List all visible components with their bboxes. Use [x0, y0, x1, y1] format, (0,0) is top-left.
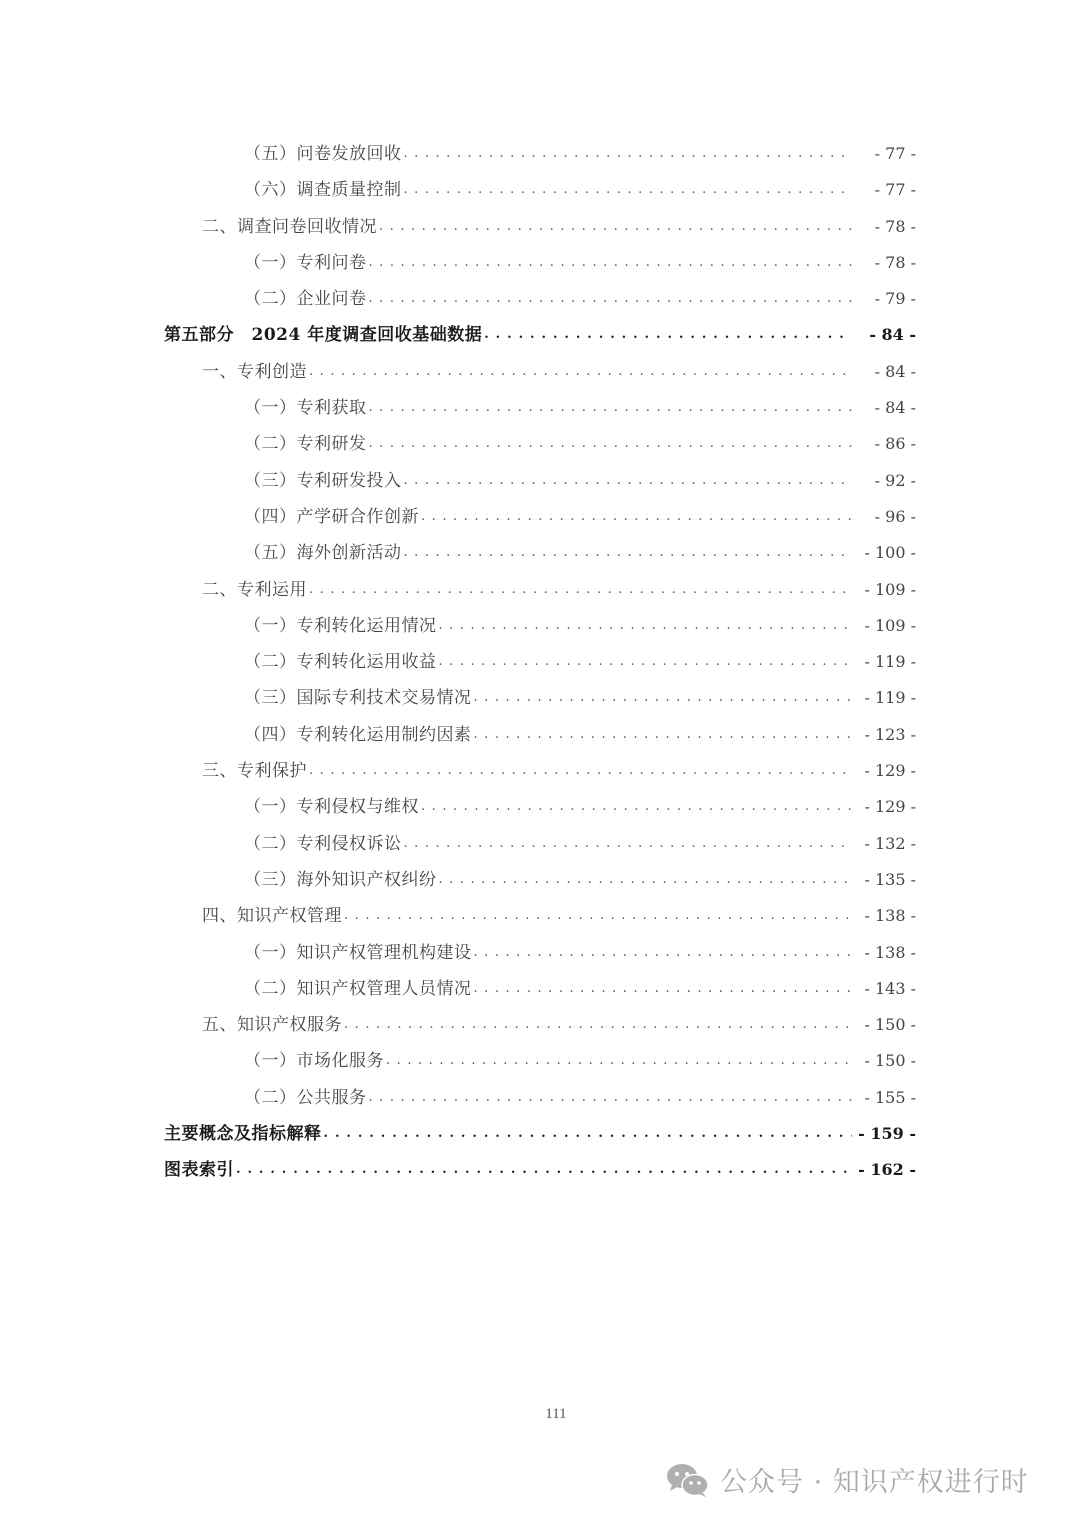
toc-entry[interactable]	[164, 680, 916, 716]
toc-entry-title: （三）海外知识产权纠纷	[244, 869, 437, 890]
toc-entry-title: 五、知识产权服务	[202, 1015, 342, 1036]
dot-leader	[369, 390, 853, 426]
toc-entry[interactable]	[164, 644, 916, 680]
toc-entry-title: （一）专利问卷	[244, 252, 367, 273]
dot-leader	[369, 426, 853, 462]
toc-entry-page-number: - 78 -	[874, 216, 916, 236]
dot-leader	[439, 862, 853, 898]
dot-leader	[474, 971, 853, 1007]
toc-entry-page-number: - 86 -	[874, 434, 916, 454]
toc-entry-page-number: - 78 -	[874, 252, 916, 272]
toc-entry-page-number: - 109 -	[864, 615, 916, 635]
toc-entry[interactable]	[164, 354, 916, 390]
toc-entry[interactable]	[164, 898, 916, 934]
toc-entry[interactable]	[164, 971, 916, 1007]
dot-leader	[484, 317, 852, 353]
toc-entry-title: 第五部分 2024 年度调查回收基础数据	[164, 325, 483, 346]
toc-entry-title: （二）专利转化运用收益	[244, 652, 437, 673]
dot-leader	[344, 1007, 852, 1043]
toc-entry[interactable]	[164, 317, 916, 353]
dot-leader	[404, 463, 853, 499]
dot-leader	[386, 1043, 852, 1079]
toc-entry-page-number: - 162 -	[858, 1160, 916, 1180]
toc-entry-page-number: - 119 -	[864, 652, 916, 672]
dot-leader	[309, 753, 852, 789]
toc-entry[interactable]	[164, 1007, 916, 1043]
toc-entry[interactable]	[164, 499, 916, 535]
dot-leader	[421, 789, 852, 825]
toc-entry-page-number: - 135 -	[864, 869, 916, 889]
dot-leader	[309, 572, 852, 608]
dot-leader	[474, 935, 853, 971]
toc-entry-page-number: - 132 -	[864, 833, 916, 853]
dot-leader	[404, 136, 853, 172]
watermark-text: 公众号 · 知识产权进行时	[720, 1467, 1029, 1498]
toc-entry[interactable]	[164, 935, 916, 971]
toc-entry-page-number: - 143 -	[864, 978, 916, 998]
toc-entry-page-number: - 138 -	[864, 906, 916, 926]
toc-entry-title: （一）市场化服务	[244, 1051, 384, 1072]
toc-entry[interactable]	[164, 572, 916, 608]
toc-entry-page-number: - 150 -	[864, 1015, 916, 1035]
toc-entry-title: 二、调查问卷回收情况	[202, 216, 377, 237]
toc-entry-title: 一、专利创造	[202, 361, 307, 382]
toc-entry[interactable]	[164, 172, 916, 208]
toc-entry[interactable]	[164, 862, 916, 898]
toc-entry-title: （二）公共服务	[244, 1087, 367, 1108]
toc-entry[interactable]	[164, 753, 916, 789]
toc-entry-title: （二）专利侵权诉讼	[244, 833, 402, 854]
toc-entry-page-number: - 77 -	[874, 144, 916, 163]
table-of-contents	[164, 136, 916, 1189]
dot-leader	[309, 354, 852, 390]
toc-entry-page-number: - 119 -	[864, 688, 916, 708]
toc-entry-title: （四）专利转化运用制约因素	[244, 724, 472, 745]
toc-entry-page-number: - 100 -	[864, 543, 916, 563]
toc-entry[interactable]	[164, 1043, 916, 1079]
toc-entry-page-number: - 84 -	[869, 325, 916, 345]
toc-entry[interactable]	[164, 281, 916, 317]
toc-entry[interactable]	[164, 426, 916, 462]
toc-entry-page-number: - 159 -	[858, 1124, 916, 1144]
dot-leader	[369, 281, 853, 317]
toc-entry-page-number: - 84 -	[874, 361, 916, 381]
dot-leader	[344, 898, 852, 934]
dot-leader	[439, 644, 853, 680]
toc-entry-page-number: - 123 -	[864, 724, 916, 744]
toc-entry-title: （一）专利获取	[244, 398, 367, 419]
toc-entry-title: 二、专利运用	[202, 579, 307, 600]
toc-entry-title: （三）专利研发投入	[244, 470, 402, 491]
toc-entry-title: （一）知识产权管理机构建设	[244, 942, 472, 963]
toc-entry[interactable]	[164, 789, 916, 825]
toc-entry[interactable]	[164, 1080, 916, 1116]
dot-leader	[474, 717, 853, 753]
toc-entry[interactable]	[164, 535, 916, 571]
toc-entry[interactable]	[164, 1116, 916, 1152]
toc-entry-title: （四）产学研合作创新	[244, 506, 419, 527]
toc-entry-page-number: - 138 -	[864, 942, 916, 962]
toc-entry-title: （三）国际专利技术交易情况	[244, 688, 472, 709]
toc-entry-page-number: - 155 -	[864, 1087, 916, 1107]
toc-entry[interactable]	[164, 390, 916, 426]
toc-entry-page-number: - 92 -	[874, 470, 916, 490]
watermark	[666, 1460, 1029, 1499]
toc-entry-title: （五）问卷发放回收	[244, 144, 402, 164]
toc-entry-title: （六）调查质量控制	[244, 180, 402, 201]
wechat-icon	[666, 1462, 710, 1498]
toc-entry-title: 图表索引	[164, 1160, 234, 1181]
dot-leader	[439, 608, 853, 644]
toc-entry-page-number: - 77 -	[874, 180, 916, 200]
dot-leader	[404, 535, 853, 571]
dot-leader	[421, 499, 852, 535]
toc-entry[interactable]	[164, 608, 916, 644]
toc-entry[interactable]	[164, 463, 916, 499]
toc-entry[interactable]	[164, 245, 916, 281]
toc-entry[interactable]	[164, 1152, 916, 1188]
toc-entry-title: （二）企业问卷	[244, 289, 367, 310]
dot-leader	[474, 680, 853, 716]
toc-entry[interactable]	[164, 826, 916, 862]
toc-entry-page-number: - 109 -	[864, 579, 916, 599]
toc-entry-title: （二）专利研发	[244, 434, 367, 455]
dot-leader	[369, 245, 853, 281]
toc-entry-title: 三、专利保护	[202, 761, 307, 782]
dot-leader	[236, 1152, 852, 1188]
dot-leader	[369, 1080, 853, 1116]
toc-entry[interactable]	[164, 209, 916, 245]
toc-entry-title: 主要概念及指标解释	[164, 1124, 322, 1145]
toc-entry[interactable]	[164, 717, 916, 753]
toc-entry-page-number: - 150 -	[864, 1051, 916, 1071]
dot-leader	[404, 826, 853, 862]
page-number: 111	[545, 1406, 567, 1422]
dot-leader	[404, 172, 853, 208]
toc-entry-page-number: - 79 -	[874, 289, 916, 309]
dot-leader	[324, 1116, 853, 1152]
toc-entry-title: （二）知识产权管理人员情况	[244, 978, 472, 999]
toc-entry-title: （一）专利侵权与维权	[244, 797, 419, 818]
toc-entry-page-number: - 129 -	[864, 761, 916, 781]
toc-entry-page-number: - 129 -	[864, 797, 916, 817]
dot-leader	[379, 209, 852, 245]
toc-entry-title: （一）专利转化运用情况	[244, 615, 437, 636]
toc-entry-page-number: - 84 -	[874, 398, 916, 418]
toc-entry[interactable]	[164, 136, 916, 172]
toc-entry-page-number: - 96 -	[874, 506, 916, 526]
toc-entry-title: 四、知识产权管理	[202, 906, 342, 927]
toc-entry-title: （五）海外创新活动	[244, 543, 402, 564]
